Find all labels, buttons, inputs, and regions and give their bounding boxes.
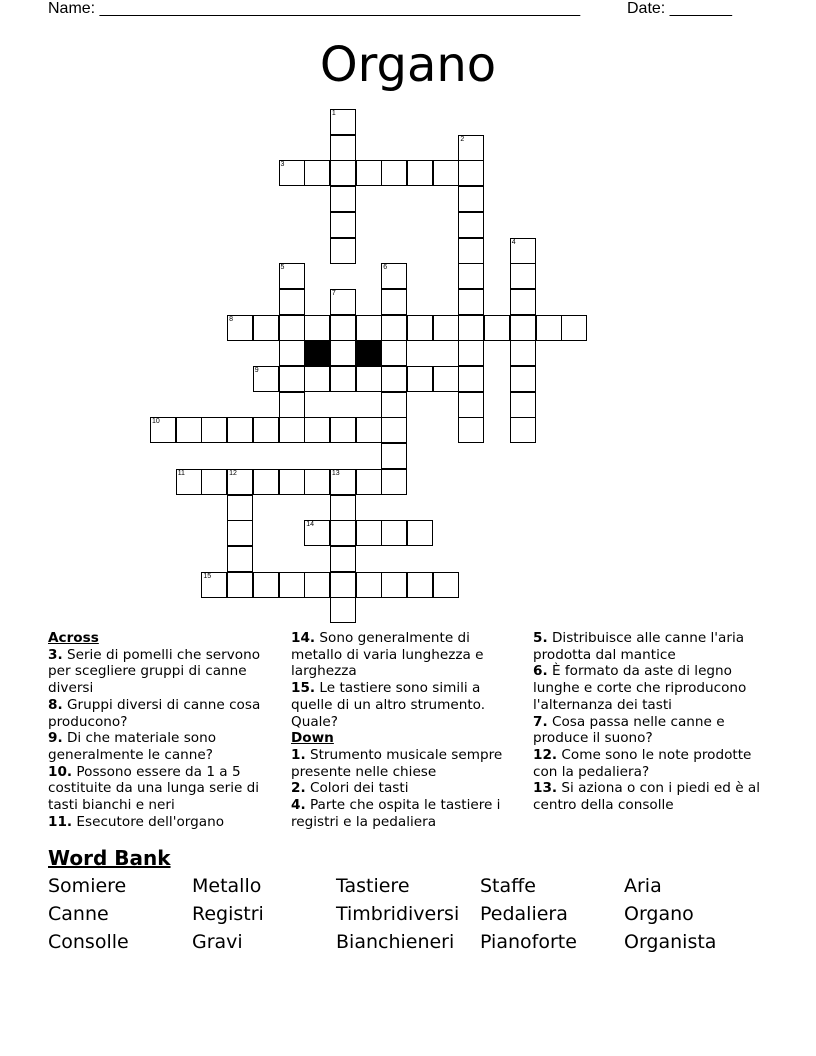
clue-number: 10 (152, 418, 160, 426)
word-bank-item: Organo (624, 903, 694, 925)
clue-number: 11 (177, 469, 185, 477)
down-clue: 7. Cosa passa nelle canne e produce il suono? (533, 713, 725, 747)
puzzle-title: Organo (319, 37, 497, 93)
clue-number: 7 (331, 289, 336, 297)
grid-cell[interactable] (458, 315, 484, 341)
grid-cell[interactable] (407, 160, 433, 186)
down-clue: 4. Parte che ospita le tastiere i registri e la pedaliera (291, 797, 501, 830)
clue-number: 5 (280, 264, 285, 272)
clue-number: 4 (511, 238, 516, 246)
grid-cell[interactable] (176, 417, 202, 443)
grid-cell[interactable] (330, 495, 356, 521)
grid-cell[interactable] (458, 160, 484, 186)
grid-cell[interactable] (279, 417, 305, 443)
word-bank-item: Pianoforte (480, 931, 577, 953)
grid-cell[interactable] (253, 417, 279, 443)
grid-cell[interactable] (201, 469, 227, 495)
grid-cell[interactable] (279, 289, 305, 315)
grid-cell[interactable] (381, 289, 407, 315)
grid-cell[interactable] (227, 417, 253, 443)
across-clue: 10. Possono essere da 1 a 5 costituite da una lunga serie di tasti bianchi e neri (48, 763, 260, 814)
down-clue: 13. Si aziona o con i piedi ed è al centro della consolle (533, 780, 761, 814)
grid-cell[interactable] (330, 597, 356, 623)
word-bank-title: Word Bank (48, 846, 171, 870)
grid-cell[interactable] (330, 546, 356, 572)
grid-cell[interactable] (356, 160, 382, 186)
word-bank-item: Staffe (480, 875, 536, 897)
clue-number: 6 (383, 264, 388, 272)
grid-cell[interactable] (304, 366, 330, 392)
grid-cell[interactable] (253, 366, 279, 392)
grid-block (304, 340, 330, 366)
grid-cell[interactable] (304, 469, 330, 495)
grid-cell[interactable] (330, 238, 356, 264)
grid-cell[interactable] (458, 417, 484, 443)
word-bank-item: Canne (48, 903, 109, 925)
grid-cell[interactable] (484, 315, 510, 341)
grid-cell[interactable] (458, 238, 484, 264)
across-clue: 14. Sono generalmente di metallo di varia lunghezza e larghezza (291, 630, 484, 680)
grid-cell[interactable] (304, 520, 330, 546)
grid-cell[interactable] (356, 520, 382, 546)
down-clue: 12. Come sono le note prodotte con la pedaliera? (533, 746, 752, 780)
grid-cell[interactable] (330, 366, 356, 392)
grid-cell[interactable] (330, 340, 356, 366)
down-clue: 1. Strumento musicale sempre presente nelle chiese (291, 746, 503, 780)
down-clue: 2. Colori dei tasti (291, 780, 409, 797)
grid-cell[interactable] (407, 520, 433, 546)
clue-number: 15 (203, 572, 212, 580)
grid-cell[interactable] (433, 572, 459, 598)
grid-cell[interactable] (150, 417, 176, 443)
grid-cell[interactable] (330, 186, 356, 212)
grid-cell[interactable] (279, 572, 305, 598)
across-heading: Across (48, 630, 99, 646)
grid-cell[interactable] (510, 340, 536, 366)
grid-cell[interactable] (458, 340, 484, 366)
clue-number: 12 (229, 469, 237, 477)
word-bank-item: Tastiere (336, 875, 410, 897)
across-clue: 15. Le tastiere sono simili a quelle di un altro strumento. Quale? (291, 680, 486, 730)
grid-cell[interactable] (381, 392, 407, 418)
name-field-label: Name: ______________________________________________________ (48, 0, 581, 17)
clue-number: 1 (331, 110, 336, 117)
grid-cell[interactable] (279, 263, 305, 289)
grid-cell[interactable] (253, 572, 279, 598)
grid-cell[interactable] (356, 572, 382, 598)
grid-cell[interactable] (356, 315, 382, 341)
grid-cell[interactable] (458, 289, 484, 315)
clue-column-1 (48, 630, 280, 830)
grid-cell[interactable] (356, 417, 382, 443)
grid-cell[interactable] (510, 289, 536, 315)
grid-cell[interactable] (407, 366, 433, 392)
grid-cell[interactable] (227, 315, 253, 341)
grid-cell[interactable] (433, 366, 459, 392)
grid-cell[interactable] (510, 417, 536, 443)
grid-cell[interactable] (433, 315, 459, 341)
grid-cell[interactable] (227, 572, 253, 598)
grid-cell[interactable] (536, 315, 562, 341)
grid-cell[interactable] (330, 212, 356, 238)
clue-column-2 (291, 630, 523, 830)
word-bank-item: Bianchieneri (336, 931, 455, 953)
clue-number: 14 (306, 521, 314, 529)
grid-cell[interactable] (510, 315, 536, 341)
word-bank-item: Consolle (48, 931, 129, 953)
clue-number: 2 (460, 135, 465, 143)
grid-cell[interactable] (304, 417, 330, 443)
down-clue: 6. È formato da aste di legno lunghe e corte che riproducono l'alternanza dei tasti (533, 663, 747, 713)
grid-cell[interactable] (176, 469, 202, 495)
grid-cell[interactable] (253, 469, 279, 495)
grid-cell[interactable] (279, 315, 305, 341)
grid-cell[interactable] (304, 315, 330, 341)
grid-cell[interactable] (407, 572, 433, 598)
grid-cell[interactable] (279, 392, 305, 418)
grid-cell[interactable] (201, 417, 227, 443)
word-bank-item: Pedaliera (480, 903, 568, 925)
clue-column-3 (533, 630, 768, 814)
across-clue: 3. Serie di pomelli che servono per scegliere gruppi di canne diversi (48, 646, 261, 697)
grid-cell[interactable] (561, 315, 587, 341)
grid-cell[interactable] (381, 520, 407, 546)
grid-cell[interactable] (381, 340, 407, 366)
grid-cell[interactable] (330, 289, 356, 315)
across-clue: 8. Gruppi diversi di canne cosa producono? (48, 696, 261, 730)
grid-cell[interactable] (330, 469, 356, 495)
word-bank-item: Registri (192, 903, 264, 925)
grid-cell[interactable] (279, 340, 305, 366)
grid-block (356, 340, 382, 366)
down-heading: Down (291, 730, 334, 747)
word-bank-item: Timbridiversi (336, 903, 460, 925)
grid-cell[interactable] (201, 572, 227, 598)
grid-cell[interactable] (227, 520, 253, 546)
date-field-label: Date: _______ (627, 0, 732, 17)
grid-cell[interactable] (304, 160, 330, 186)
clue-number: 13 (331, 469, 340, 477)
grid-cell[interactable] (381, 160, 407, 186)
grid-cell[interactable] (381, 315, 407, 341)
grid-cell[interactable] (227, 469, 253, 495)
grid-cell[interactable] (330, 135, 356, 161)
grid-cell[interactable] (510, 263, 536, 289)
grid-cell[interactable] (227, 546, 253, 572)
grid-cell[interactable] (381, 263, 407, 289)
grid-cell[interactable] (407, 315, 433, 341)
grid-cell[interactable] (381, 417, 407, 443)
grid-cell[interactable] (330, 417, 356, 443)
down-clue: 5. Distribuisce alle canne l'aria prodotta dal mantice (533, 630, 745, 663)
grid-cell[interactable] (330, 109, 356, 135)
grid-cell[interactable] (356, 366, 382, 392)
grid-cell[interactable] (433, 160, 459, 186)
grid-cell[interactable] (330, 315, 356, 341)
grid-cell[interactable] (279, 160, 305, 186)
grid-cell[interactable] (510, 238, 536, 264)
grid-cell[interactable] (458, 263, 484, 289)
grid-cell[interactable] (253, 315, 279, 341)
grid-cell[interactable] (381, 572, 407, 598)
grid-cell[interactable] (458, 366, 484, 392)
clue-number: 8 (229, 315, 233, 323)
grid-cell[interactable] (381, 469, 407, 495)
grid-cell[interactable] (510, 392, 536, 418)
grid-cell[interactable] (330, 572, 356, 598)
grid-cell[interactable] (458, 135, 484, 161)
grid-cell[interactable] (381, 366, 407, 392)
grid-cell[interactable] (458, 186, 484, 212)
clue-number: 9 (254, 367, 259, 374)
across-clue: 9. Di che materiale sono generalmente le canne? (48, 730, 217, 763)
grid-cell[interactable] (330, 520, 356, 546)
grid-cell[interactable] (458, 212, 484, 238)
across-clue: 11. Esecutore dell'organo (48, 813, 225, 830)
word-bank-item: Aria (624, 875, 662, 897)
grid-cell[interactable] (279, 366, 305, 392)
word-bank-item: Organista (624, 931, 717, 953)
grid-cell[interactable] (510, 366, 536, 392)
clue-number: 3 (280, 161, 285, 169)
word-bank-item: Metallo (192, 875, 262, 897)
word-bank-item: Gravi (192, 931, 243, 953)
grid-cell[interactable] (279, 469, 305, 495)
grid-cell[interactable] (381, 443, 407, 469)
grid-cell[interactable] (304, 572, 330, 598)
word-bank-item: Somiere (48, 875, 127, 897)
grid-cell[interactable] (356, 469, 382, 495)
grid-cell[interactable] (227, 495, 253, 521)
grid-cell[interactable] (458, 392, 484, 418)
grid-cell[interactable] (330, 160, 356, 186)
